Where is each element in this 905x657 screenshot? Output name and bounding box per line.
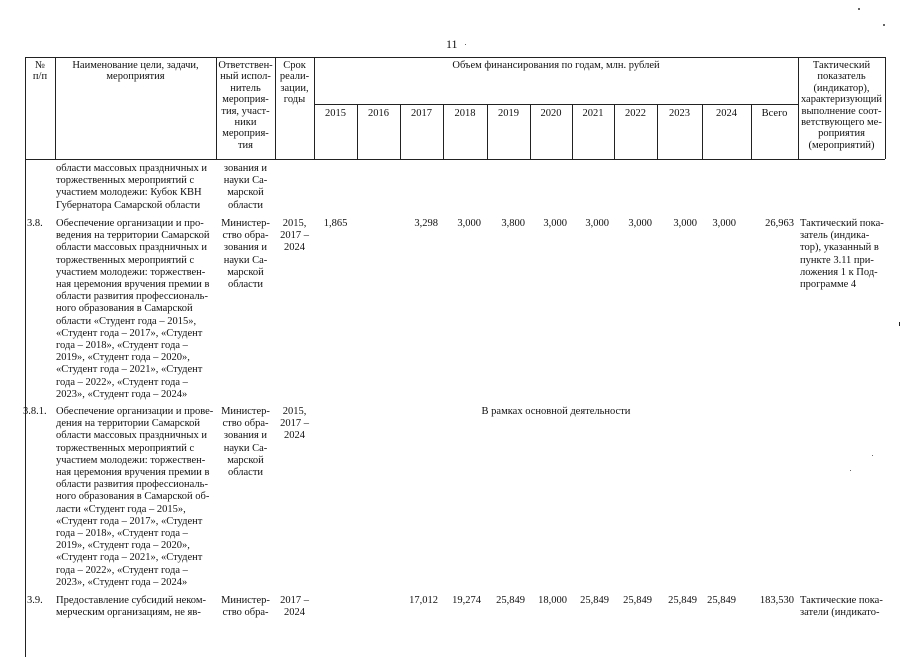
header-term: Срок реали- зации, годы: [279, 60, 310, 106]
year-2022: 2022: [625, 108, 646, 119]
value-2020: 18,000: [538, 595, 567, 606]
value-2019: 3,800: [501, 218, 525, 229]
table-row-responsible: Министер- ство обра- зования и науки Са- марской области: [221, 406, 270, 479]
value-2017: 17,012: [409, 595, 438, 606]
year-2019: 2019: [498, 108, 519, 119]
value-2022: 3,000: [628, 218, 652, 229]
value-total: 26,963: [765, 218, 794, 229]
header-responsible: Ответствен- ный испол- нитель мероприя- тия, участ- ники мероприя- тия: [218, 60, 273, 151]
table-row-goal: Обеспечение организации и про- ведения на территории Самарской области массовых праздничных и торжественных мероприятий с участием молодежи: торжествен- ная церемония вручения премии в области развития профессиональ- ного образования в Самарской области «Студент года – 2015», «Студент года – 2017», «Студент года – 2018», «Студент года – 2019», «Студент года – 2020», «Студент года – 2021», «Студент года – 2022», «Студент года – 2023», «Студент года – 2024»: [56, 218, 210, 400]
value-2020: 3,000: [543, 218, 567, 229]
value-2024: 3,000: [712, 218, 736, 229]
header-bottom-border: [25, 159, 885, 160]
table-row-responsible: зования и науки Са- марской области: [223, 163, 268, 211]
table-row-goal: Предоставление субсидий неком- мерческим организациям, не яв-: [56, 595, 206, 619]
header-funding: Объем финансирования по годам, млн. рублей: [452, 60, 660, 71]
table-row-indicator: Тактический пока- затель (индика- тор), указанный в пункте 3.11 при- ложения 1 к Под- программе 4: [800, 218, 884, 291]
year-2020: 2020: [540, 108, 562, 119]
value-2019: 25,849: [496, 595, 525, 606]
value-2022: 25,849: [623, 595, 652, 606]
year-2018: 2018: [454, 108, 476, 119]
table-row-term: 2017 – 2024: [280, 595, 309, 619]
table-row-indicator: Тактические пока- затели (индикато-: [800, 595, 883, 619]
year-2016: 2016: [368, 108, 389, 119]
year-2023: 2023: [669, 108, 690, 119]
table-row-span-note: В рамках основной деятельности: [481, 406, 631, 417]
value-2017: 3,298: [414, 218, 438, 229]
scan-speck: [465, 44, 466, 45]
year-2024: 2024: [716, 108, 737, 119]
year-2015: 2015: [325, 108, 346, 119]
scan-speck: [858, 8, 860, 10]
value-total: 183,530: [759, 595, 794, 606]
page-number: 11: [446, 37, 458, 51]
table-right-border: [885, 57, 886, 159]
table-row-term: 2015, 2017 – 2024: [280, 406, 309, 442]
table-row-term: 2015, 2017 – 2024: [280, 218, 309, 254]
year-2017: 2017: [411, 108, 432, 119]
column-border: [55, 57, 56, 159]
value-2023: 3,000: [673, 218, 697, 229]
value-2015: 1,865: [323, 218, 348, 229]
years-header-border: [314, 104, 798, 105]
scan-speck: [883, 24, 885, 26]
value-2021: 3,000: [585, 218, 609, 229]
table-top-border: [25, 57, 885, 58]
year-total: Всего: [761, 108, 788, 119]
year-2021: 2021: [582, 108, 604, 119]
header-indicator: Тактический показатель (индикатор), характеризующий выполнение соот- ветствующего ме- роприятия (мероприятий): [800, 60, 883, 151]
value-2018: 19,274: [452, 595, 481, 606]
financing-table: [25, 57, 885, 657]
value-2021: 25,849: [580, 595, 609, 606]
table-row-num: 3.8.: [27, 218, 43, 229]
table-row-responsible: Министер- ство обра- зования и науки Са- марской области: [221, 218, 270, 291]
table-row-num: 3.9.: [27, 595, 43, 606]
table-row-responsible: Министер- ство обра-: [221, 595, 270, 619]
header-goal: Наименование цели, задачи, мероприятия: [72, 60, 199, 83]
table-row-num: 3.8.1.: [23, 406, 47, 417]
table-row-goal: Обеспечение организации и прове- дения на территории Самарской области массовых праздничных и торжественных мероприятий с участием молодежи: торжествен- ная церемония вручения премии в области развития профессиональ- ного образования в Самарской об- ласти «Студент года – 2015», «Студент года – 2017», «Студент года – 2018», «Студент года – 2019», «Студент года – 2020», «Студент года – 2021», «Студент года – 2022», «Студент года – 2023», «Студент года – 2024»: [56, 406, 214, 588]
table-left-border: [25, 57, 26, 657]
table-row-goal: области массовых праздничных и торжественных мероприятий с участием молодежи: Кубок КВН Губернатора Самарской области: [56, 163, 207, 211]
margin-mark: [899, 322, 900, 326]
header-num: № п/п: [32, 60, 48, 83]
value-2023: 25,849: [668, 595, 697, 606]
value-2018: 3,000: [457, 218, 481, 229]
value-2024: 25,849: [707, 595, 736, 606]
